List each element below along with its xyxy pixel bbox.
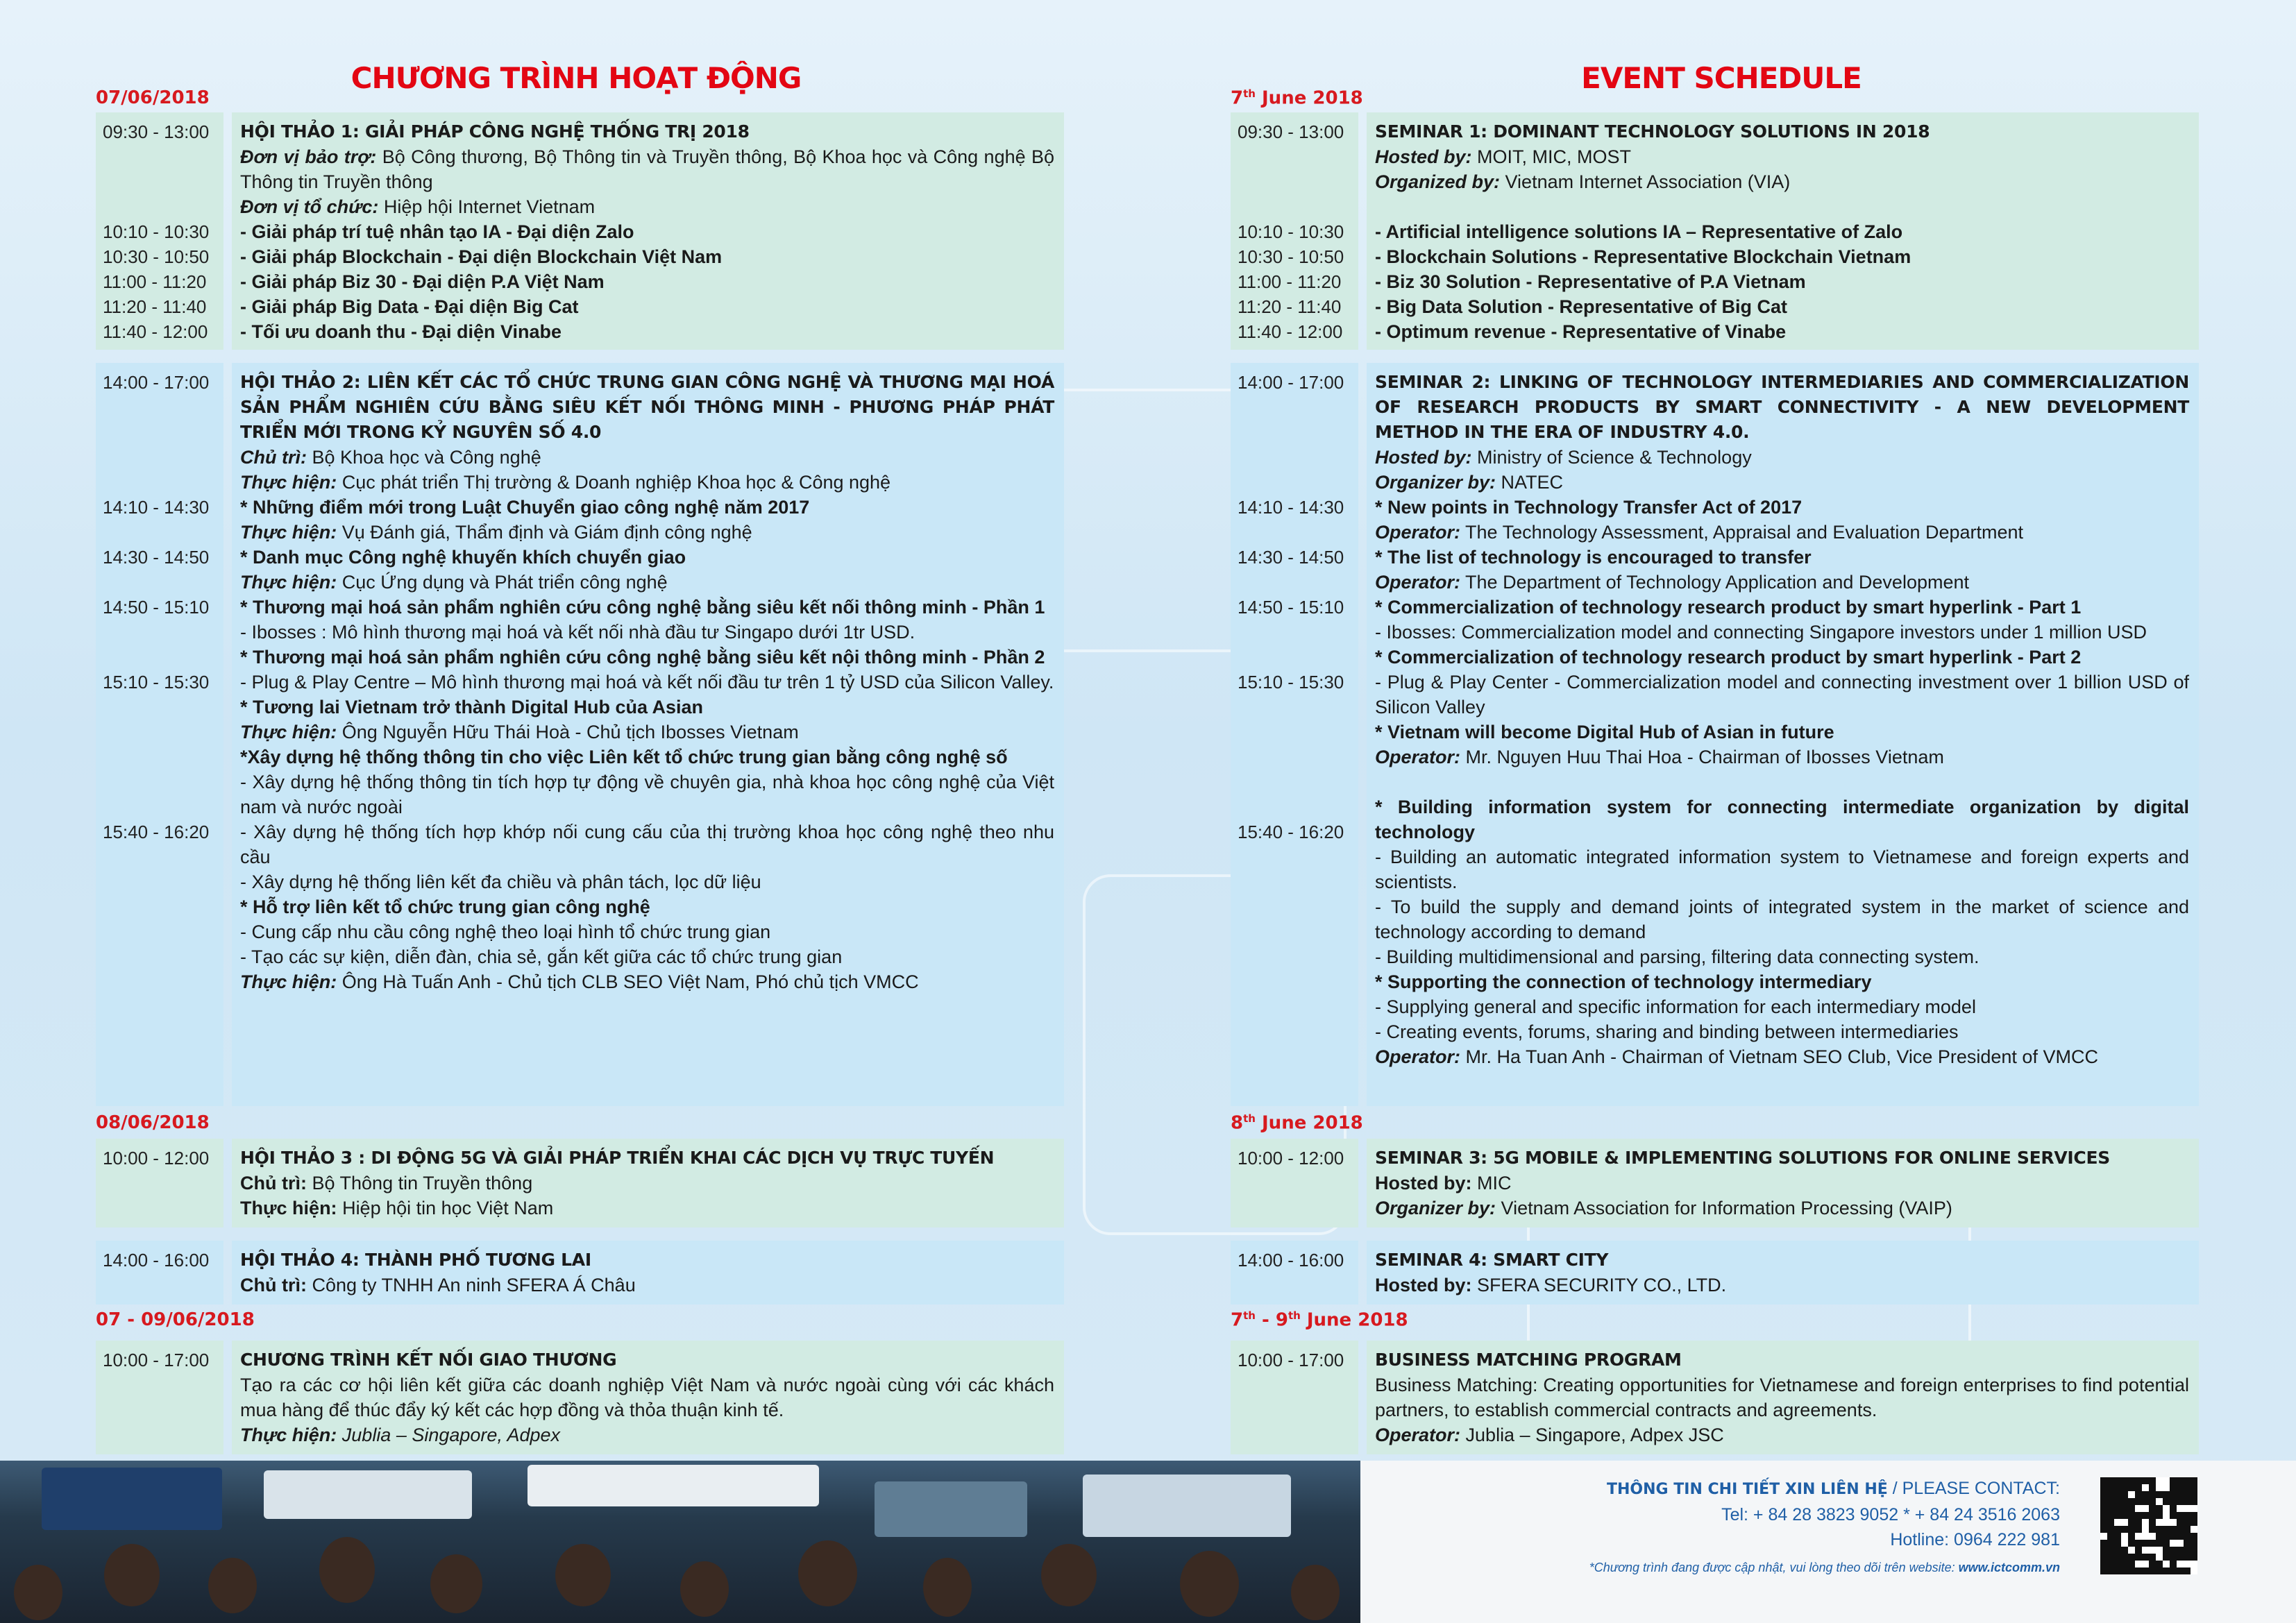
- time-slot: [103, 645, 223, 670]
- agenda-detail: - Plug & Play Center - Commercialization model and connecting investment over 1 billion USD of Silicon Valley: [1375, 672, 2189, 717]
- time-slot: 10:30 - 10:50: [103, 246, 210, 267]
- value: Vietnam Association for Information Processing (VAIP): [1496, 1198, 1952, 1218]
- value: Công ty TNHH An ninh SFERA Á Châu: [306, 1275, 636, 1295]
- update-note: *Chương trình đang được cập nhật, vui lòng theo dõi trên website:: [1589, 1561, 1959, 1574]
- label: Operator:: [1375, 572, 1461, 593]
- date-label: 07 - 09/06/2018: [96, 1309, 255, 1330]
- session-content: [1367, 1341, 2199, 1454]
- agenda-item: - Tối ưu doanh thu - Đại diện Vinabe: [240, 321, 562, 342]
- agenda-detail: - To build the supply and demand joints of integrated system in the market of science and technology according to demand: [1375, 897, 2189, 942]
- session-content: [232, 112, 1064, 350]
- label: Organizer by:: [1375, 472, 1496, 493]
- label: Thực hiện:: [240, 572, 337, 593]
- time-slot: [1238, 144, 1358, 169]
- value: Ông Nguyễn Hữu Thái Hoà - Chủ tịch Ibosses Vietnam: [337, 722, 799, 742]
- time-slot: 10:10 - 10:30: [103, 221, 210, 242]
- agenda-item: - Biz 30 Solution - Representative of P.A Vietnam: [1375, 271, 1806, 292]
- time-slot: [103, 420, 223, 445]
- session-title: SEMINAR 1: DOMINANT TECHNOLOGY SOLUTIONS IN 2018: [1375, 121, 1930, 142]
- time-slot: [1238, 445, 1358, 470]
- session-block-1: [96, 112, 1064, 350]
- label: Chủ trì:: [240, 447, 307, 468]
- time-slot: 11:00 - 11:20: [1238, 271, 1342, 292]
- value: The Technology Assessment, Appraisal and Evaluation Department: [1460, 522, 2024, 543]
- agenda-detail: - Cung cấp nhu cầu công nghệ theo loại hình tổ chức trung gian: [240, 921, 771, 942]
- session-title: HỘI THẢO 4: THÀNH PHỐ TƯƠNG LAI: [240, 1250, 591, 1270]
- session-title: BUSINESS MATCHING PROGRAM: [1375, 1350, 1682, 1370]
- value: Bộ Khoa học và Công nghệ: [306, 447, 541, 468]
- time-slot: 09:30 - 13:00: [1238, 121, 1344, 142]
- agenda-item: - Giải pháp Big Data - Đại diện Big Cat: [240, 296, 579, 317]
- contact-info: [1589, 1476, 2060, 1580]
- agenda-item: * Commercialization of technology research product by smart hyperlink - Part 1: [1375, 597, 2082, 618]
- session-content: [232, 1241, 1064, 1305]
- time-slot: [1238, 720, 1358, 745]
- time-slot: 11:20 - 11:40: [1238, 296, 1342, 317]
- agenda-item: * Thương mại hoá sản phẩm nghiên cứu công nghệ bằng siêu kết nội thông minh - Phần 2: [240, 647, 1045, 668]
- value: Cục Ứng dụng và Phát triển công nghệ: [337, 572, 668, 593]
- label: Thực hiện:: [240, 1198, 337, 1218]
- time-slot: [1238, 520, 1358, 545]
- value: Jublia – Singapore, Adpex JSC: [1460, 1425, 1724, 1445]
- website-link[interactable]: www.ictcomm.vn: [1958, 1561, 2060, 1574]
- value: MIC: [1471, 1173, 1512, 1193]
- agenda-detail: - Plug & Play Centre – Mô hình thương mại hoá và kết nối đầu tư trên 1 tỷ USD của Silicon Valley.: [240, 672, 1054, 692]
- time-slot: [1238, 645, 1358, 670]
- agenda-detail: - Ibosses : Mô hình thương mại hoá và kết nối nhà đầu tư Singapo dưới 1tr USD.: [240, 622, 915, 643]
- session-description: Tạo ra các cơ hội liên kết giữa các doanh nghiệp Việt Nam và nước ngoài cùng với các khách mua hàng để thúc đẩy ký kết các hợp đồng và thỏa thuận kinh tế.: [240, 1375, 1054, 1420]
- date-label: 07/06/2018: [96, 87, 210, 108]
- session-content: [1367, 112, 2199, 350]
- agenda-detail: - Creating events, forums, sharing and binding between intermediaries: [1375, 1021, 1959, 1042]
- time-slot: 11:00 - 11:20: [103, 271, 207, 292]
- session-block-4: [96, 1241, 1064, 1305]
- value: NATEC: [1496, 472, 1564, 493]
- time-slot: 15:10 - 15:30: [103, 672, 210, 692]
- time-slot: [1238, 794, 1358, 819]
- agenda-item: * Building information system for connecting intermediate organization by digital technology: [1375, 797, 2189, 842]
- agenda-item: - Big Data Solution - Representative of Big Cat: [1375, 296, 1788, 317]
- session-block-2: [1231, 363, 2199, 1106]
- time-column: [96, 112, 223, 350]
- time-slot: 14:00 - 17:00: [103, 372, 210, 393]
- contact-panel: [1360, 1461, 2296, 1623]
- contact-label-en: / PLEASE CONTACT:: [1887, 1479, 2060, 1498]
- agenda-item: * Vietnam will become Digital Hub of Asian in future: [1375, 722, 1834, 742]
- time-slot: 14:10 - 14:30: [103, 497, 210, 518]
- time-slot: [103, 470, 223, 495]
- time-slot: 10:30 - 10:50: [1238, 246, 1344, 267]
- label: Hosted by:: [1375, 146, 1472, 167]
- session-title: HỘI THẢO 2: LIÊN KẾT CÁC TỔ CHỨC TRUNG GIAN CÔNG NGHỆ VÀ THƯƠNG MẠI HOÁ SẢN PHẨM NGHIÊN CỨU BẰNG SIÊU KẾT NỐI THÔNG MINH - PHƯƠNG PHÁP PHÁT TRIỂN MỚI TRONG KỶ NGUYÊN SỐ 4.0: [240, 372, 1054, 442]
- session-content: [232, 363, 1064, 1106]
- session-title: SEMINAR 4: SMART CITY: [1375, 1250, 1609, 1270]
- time-slot: [1238, 745, 1358, 770]
- label: Chủ trì:: [240, 1275, 307, 1295]
- value: Bộ Thông tin Truyền thông: [306, 1173, 533, 1193]
- time-slot: [103, 620, 223, 645]
- time-slot: [103, 794, 223, 819]
- value: Ministry of Science & Technology: [1471, 447, 1752, 468]
- time-slot: [103, 720, 223, 745]
- exhibition-crowd-photo: [0, 1461, 1360, 1623]
- agenda-item: * Những điểm mới trong Luật Chuyển giao công nghệ năm 2017: [240, 497, 810, 518]
- time-slot: 11:40 - 12:00: [1238, 321, 1343, 342]
- session-content: [1367, 1241, 2199, 1305]
- time-slot: [103, 169, 223, 194]
- label: Organized by:: [1375, 171, 1501, 192]
- date-label: 7th - 9th June 2018: [1231, 1309, 1408, 1331]
- date-label: 7th June 2018: [1231, 87, 1363, 109]
- value: The Department of Technology Application and Development: [1460, 572, 1969, 593]
- time-column: 10:00 - 12:00: [96, 1139, 223, 1227]
- time-slot: [1238, 470, 1358, 495]
- time-slot: 15:40 - 16:20: [1238, 822, 1344, 842]
- value: Ông Hà Tuấn Anh - Chủ tịch CLB SEO Việt Nam, Phó chủ tịch VMCC: [337, 971, 919, 992]
- time-slot: 14:30 - 14:50: [103, 547, 210, 568]
- label: Operator:: [1375, 1425, 1461, 1445]
- label: Operator:: [1375, 1046, 1461, 1067]
- session-content: [1367, 363, 2199, 1106]
- hotline: Hotline: 0964 222 981: [1890, 1530, 2060, 1549]
- time-slot: [1238, 420, 1358, 445]
- time-slot: [1238, 770, 1358, 794]
- agenda-item: *Xây dựng hệ thống thông tin cho việc Liên kết tổ chức trung gian bằng công nghệ số: [240, 747, 1008, 767]
- value: Jublia – Singapore, Adpex: [337, 1425, 561, 1445]
- date-label: 08/06/2018: [96, 1112, 210, 1133]
- agenda-item: - Optimum revenue - Representative of Vinabe: [1375, 321, 1787, 342]
- label: Thực hiện:: [240, 472, 337, 493]
- time-slot: 10:10 - 10:30: [1238, 221, 1344, 242]
- session-content: [1367, 1139, 2199, 1227]
- time-column: 14:00 - 16:00: [1231, 1241, 1358, 1305]
- time-slot: [1238, 620, 1358, 645]
- time-slot: [103, 144, 223, 169]
- time-slot: [1238, 169, 1358, 194]
- time-slot: 14:30 - 14:50: [1238, 547, 1344, 568]
- agenda-item: - Giải pháp Biz 30 - Đại diện P.A Việt Nam: [240, 271, 605, 292]
- label: Thực hiện:: [240, 522, 337, 543]
- time-slot: [1238, 570, 1358, 595]
- time-slot: 14:50 - 15:10: [1238, 597, 1344, 618]
- value: Hiệp hội Internet Vietnam: [378, 196, 596, 217]
- time-slot: 14:50 - 15:10: [103, 597, 210, 618]
- agenda-item: - Blockchain Solutions - Representative Blockchain Vietnam: [1375, 246, 1911, 267]
- time-slot: 14:10 - 14:30: [1238, 497, 1344, 518]
- agenda-item: - Artificial intelligence solutions IA – Representative of Zalo: [1375, 221, 1903, 242]
- time-slot: [1238, 194, 1358, 219]
- session-block-3: [1231, 1139, 2199, 1227]
- qr-code-icon: [2100, 1477, 2197, 1574]
- time-slot: [103, 745, 223, 770]
- time-slot: [103, 695, 223, 720]
- agenda-item: * Thương mại hoá sản phẩm nghiên cứu công nghệ bằng siêu kết nối thông minh - Phần 1: [240, 597, 1045, 618]
- label: Đơn vị tổ chức:: [240, 196, 379, 217]
- agenda-item: * Hỗ trợ liên kết tổ chức trung gian công nghệ: [240, 897, 650, 917]
- agenda-item: * Commercialization of technology research product by smart hyperlink - Part 2: [1375, 647, 2082, 668]
- agenda-detail: - Building multidimensional and parsing, filtering data connecting system.: [1375, 946, 1980, 967]
- time-column: 10:00 - 12:00: [1231, 1139, 1358, 1227]
- session-title: SEMINAR 2: LINKING OF TECHNOLOGY INTERMEDIARIES AND COMMERCIALIZATION OF RESEARCH PRODUCTS BY SMART CONNECTIVITY - A NEW DEVELOPMENT METHOD IN THE ERA OF INDUSTRY 4.0.: [1375, 372, 2189, 442]
- session-block-3: [96, 1139, 1064, 1227]
- time-slot: 09:30 - 13:00: [103, 121, 210, 142]
- contact-label: THÔNG TIN CHI TIẾT XIN LIÊN HỆ: [1607, 1481, 1888, 1498]
- session-block-4: [1231, 1241, 2199, 1305]
- agenda-item: * New points in Technology Transfer Act of 2017: [1375, 497, 1803, 518]
- session-block-5: [96, 1341, 1064, 1454]
- time-slot: 11:20 - 11:40: [103, 296, 207, 317]
- session-title: SEMINAR 3: 5G MOBILE & IMPLEMENTING SOLUTIONS FOR ONLINE SERVICES: [1375, 1148, 2110, 1168]
- time-column: [1231, 363, 1358, 1106]
- value: Cục phát triển Thị trường & Doanh nghiệp Khoa học & Công nghệ: [337, 472, 891, 493]
- time-slot: [1238, 695, 1358, 720]
- session-block-5: [1231, 1341, 2199, 1454]
- agenda-item: - Giải pháp trí tuệ nhân tạo IA - Đại diện Zalo: [240, 221, 634, 242]
- agenda-item: * Tương lai Vietnam trở thành Digital Hub của Asian: [240, 697, 704, 717]
- session-content: [232, 1341, 1064, 1454]
- telephone: Tel: + 84 28 3823 9052 * + 84 24 3516 2063: [1721, 1505, 2060, 1524]
- time-slot: [103, 520, 223, 545]
- value: Vietnam Internet Association (VIA): [1500, 171, 1791, 192]
- time-slot: 14:00 - 17:00: [1238, 372, 1344, 393]
- session-title: HỘI THẢO 1: GIẢI PHÁP CÔNG NGHỆ THỐNG TRỊ 2018: [240, 121, 750, 142]
- agenda-detail: - Xây dựng hệ thống thông tin tích hợp tự động về chuyên gia, nhà khoa học công nghệ của Việt nam và nước ngoài: [240, 772, 1054, 817]
- label: Hosted by:: [1375, 1275, 1472, 1295]
- label: Organizer by:: [1375, 1198, 1496, 1218]
- value: Vụ Đánh giá, Thẩm định và Giám định công nghệ: [337, 522, 752, 543]
- session-block-2: [96, 363, 1064, 1106]
- label: Thực hiện:: [240, 722, 337, 742]
- value: Mr. Ha Tuan Anh - Chairman of Vietnam SEO Club, Vice President of VMCC: [1460, 1046, 2098, 1067]
- agenda-item: * Supporting the connection of technology intermediary: [1375, 971, 1872, 992]
- session-content: [232, 1139, 1064, 1227]
- time-column: 10:00 - 17:00: [1231, 1341, 1358, 1454]
- session-title: HỘI THẢO 3 : DI ĐỘNG 5G VÀ GIẢI PHÁP TRIỂN KHAI CÁC DỊCH VỤ TRỰC TUYẾN: [240, 1148, 995, 1168]
- agenda-detail: - Xây dựng hệ thống liên kết đa chiều và phân tách, lọc dữ liệu: [240, 872, 761, 892]
- time-column: [96, 363, 223, 1106]
- label: Operator:: [1375, 522, 1461, 543]
- time-slot: 15:40 - 16:20: [103, 822, 210, 842]
- label: Hosted by:: [1375, 447, 1472, 468]
- session-description: Business Matching: Creating opportunities for Vietnamese and foreign enterprises to find potential partners, to establish commercial contracts and agreements.: [1375, 1375, 2189, 1420]
- time-slot: 15:10 - 15:30: [1238, 672, 1344, 692]
- value: Mr. Nguyen Huu Thai Hoa - Chairman of Ibosses Vietnam: [1460, 747, 1944, 767]
- label: Thực hiện:: [240, 971, 337, 992]
- label: Operator:: [1375, 747, 1461, 767]
- page-title-vn: CHƯƠNG TRÌNH HOẠT ĐỘNG: [351, 61, 802, 95]
- value: Hiệp hội tin học Việt Nam: [337, 1198, 554, 1218]
- agenda-item: - Giải pháp Blockchain - Đại diện Blockchain Việt Nam: [240, 246, 723, 267]
- time-slot: [103, 445, 223, 470]
- time-slot: [103, 570, 223, 595]
- value: SFERA SECURITY CO., LTD.: [1471, 1275, 1727, 1295]
- session-title: CHƯƠNG TRÌNH KẾT NỐI GIAO THƯƠNG: [240, 1350, 617, 1370]
- time-column: 14:00 - 16:00: [96, 1241, 223, 1305]
- agenda-detail: - Building an automatic integrated information system to Vietnamese and foreign experts and scientists.: [1375, 847, 2189, 892]
- time-slot: [103, 395, 223, 420]
- session-block-1: [1231, 112, 2199, 350]
- time-slot: [103, 194, 223, 219]
- value: Bộ Công thương, Bộ Thông tin và Truyền thông, Bộ Khoa học và Công nghệ Bộ Thông tin Truyền thông: [240, 146, 1054, 192]
- page-title-en: EVENT SCHEDULE: [1581, 61, 1862, 95]
- label: Hosted by:: [1375, 1173, 1472, 1193]
- time-column: 10:00 - 17:00: [96, 1341, 223, 1454]
- label: Chủ trì:: [240, 1173, 307, 1193]
- agenda-item: * The list of technology is encouraged to transfer: [1375, 547, 1812, 568]
- time-slot: [103, 770, 223, 794]
- agenda-detail: - Supplying general and specific information for each intermediary model: [1375, 996, 1976, 1017]
- time-slot: 11:40 - 12:00: [103, 321, 208, 342]
- time-column: [1231, 112, 1358, 350]
- agenda-detail: - Xây dựng hệ thống tích hợp khớp nối cung cấu của thị trường khoa học công nghệ theo nhu cầu: [240, 822, 1054, 867]
- value: MOIT, MIC, MOST: [1471, 146, 1632, 167]
- agenda-item: * Danh mục Công nghệ khuyến khích chuyển giao: [240, 547, 686, 568]
- label: Đơn vị bảo trợ:: [240, 146, 377, 167]
- agenda-detail: - Ibosses: Commercialization model and connecting Singapore investors under 1 million USD: [1375, 622, 2147, 643]
- agenda-detail: - Tạo các sự kiện, diễn đàn, chia sẻ, gắn kết giữa các tổ chức trung gian: [240, 946, 843, 967]
- date-label: 8th June 2018: [1231, 1112, 1363, 1134]
- time-slot: [1238, 395, 1358, 420]
- label: Thực hiện:: [240, 1425, 337, 1445]
